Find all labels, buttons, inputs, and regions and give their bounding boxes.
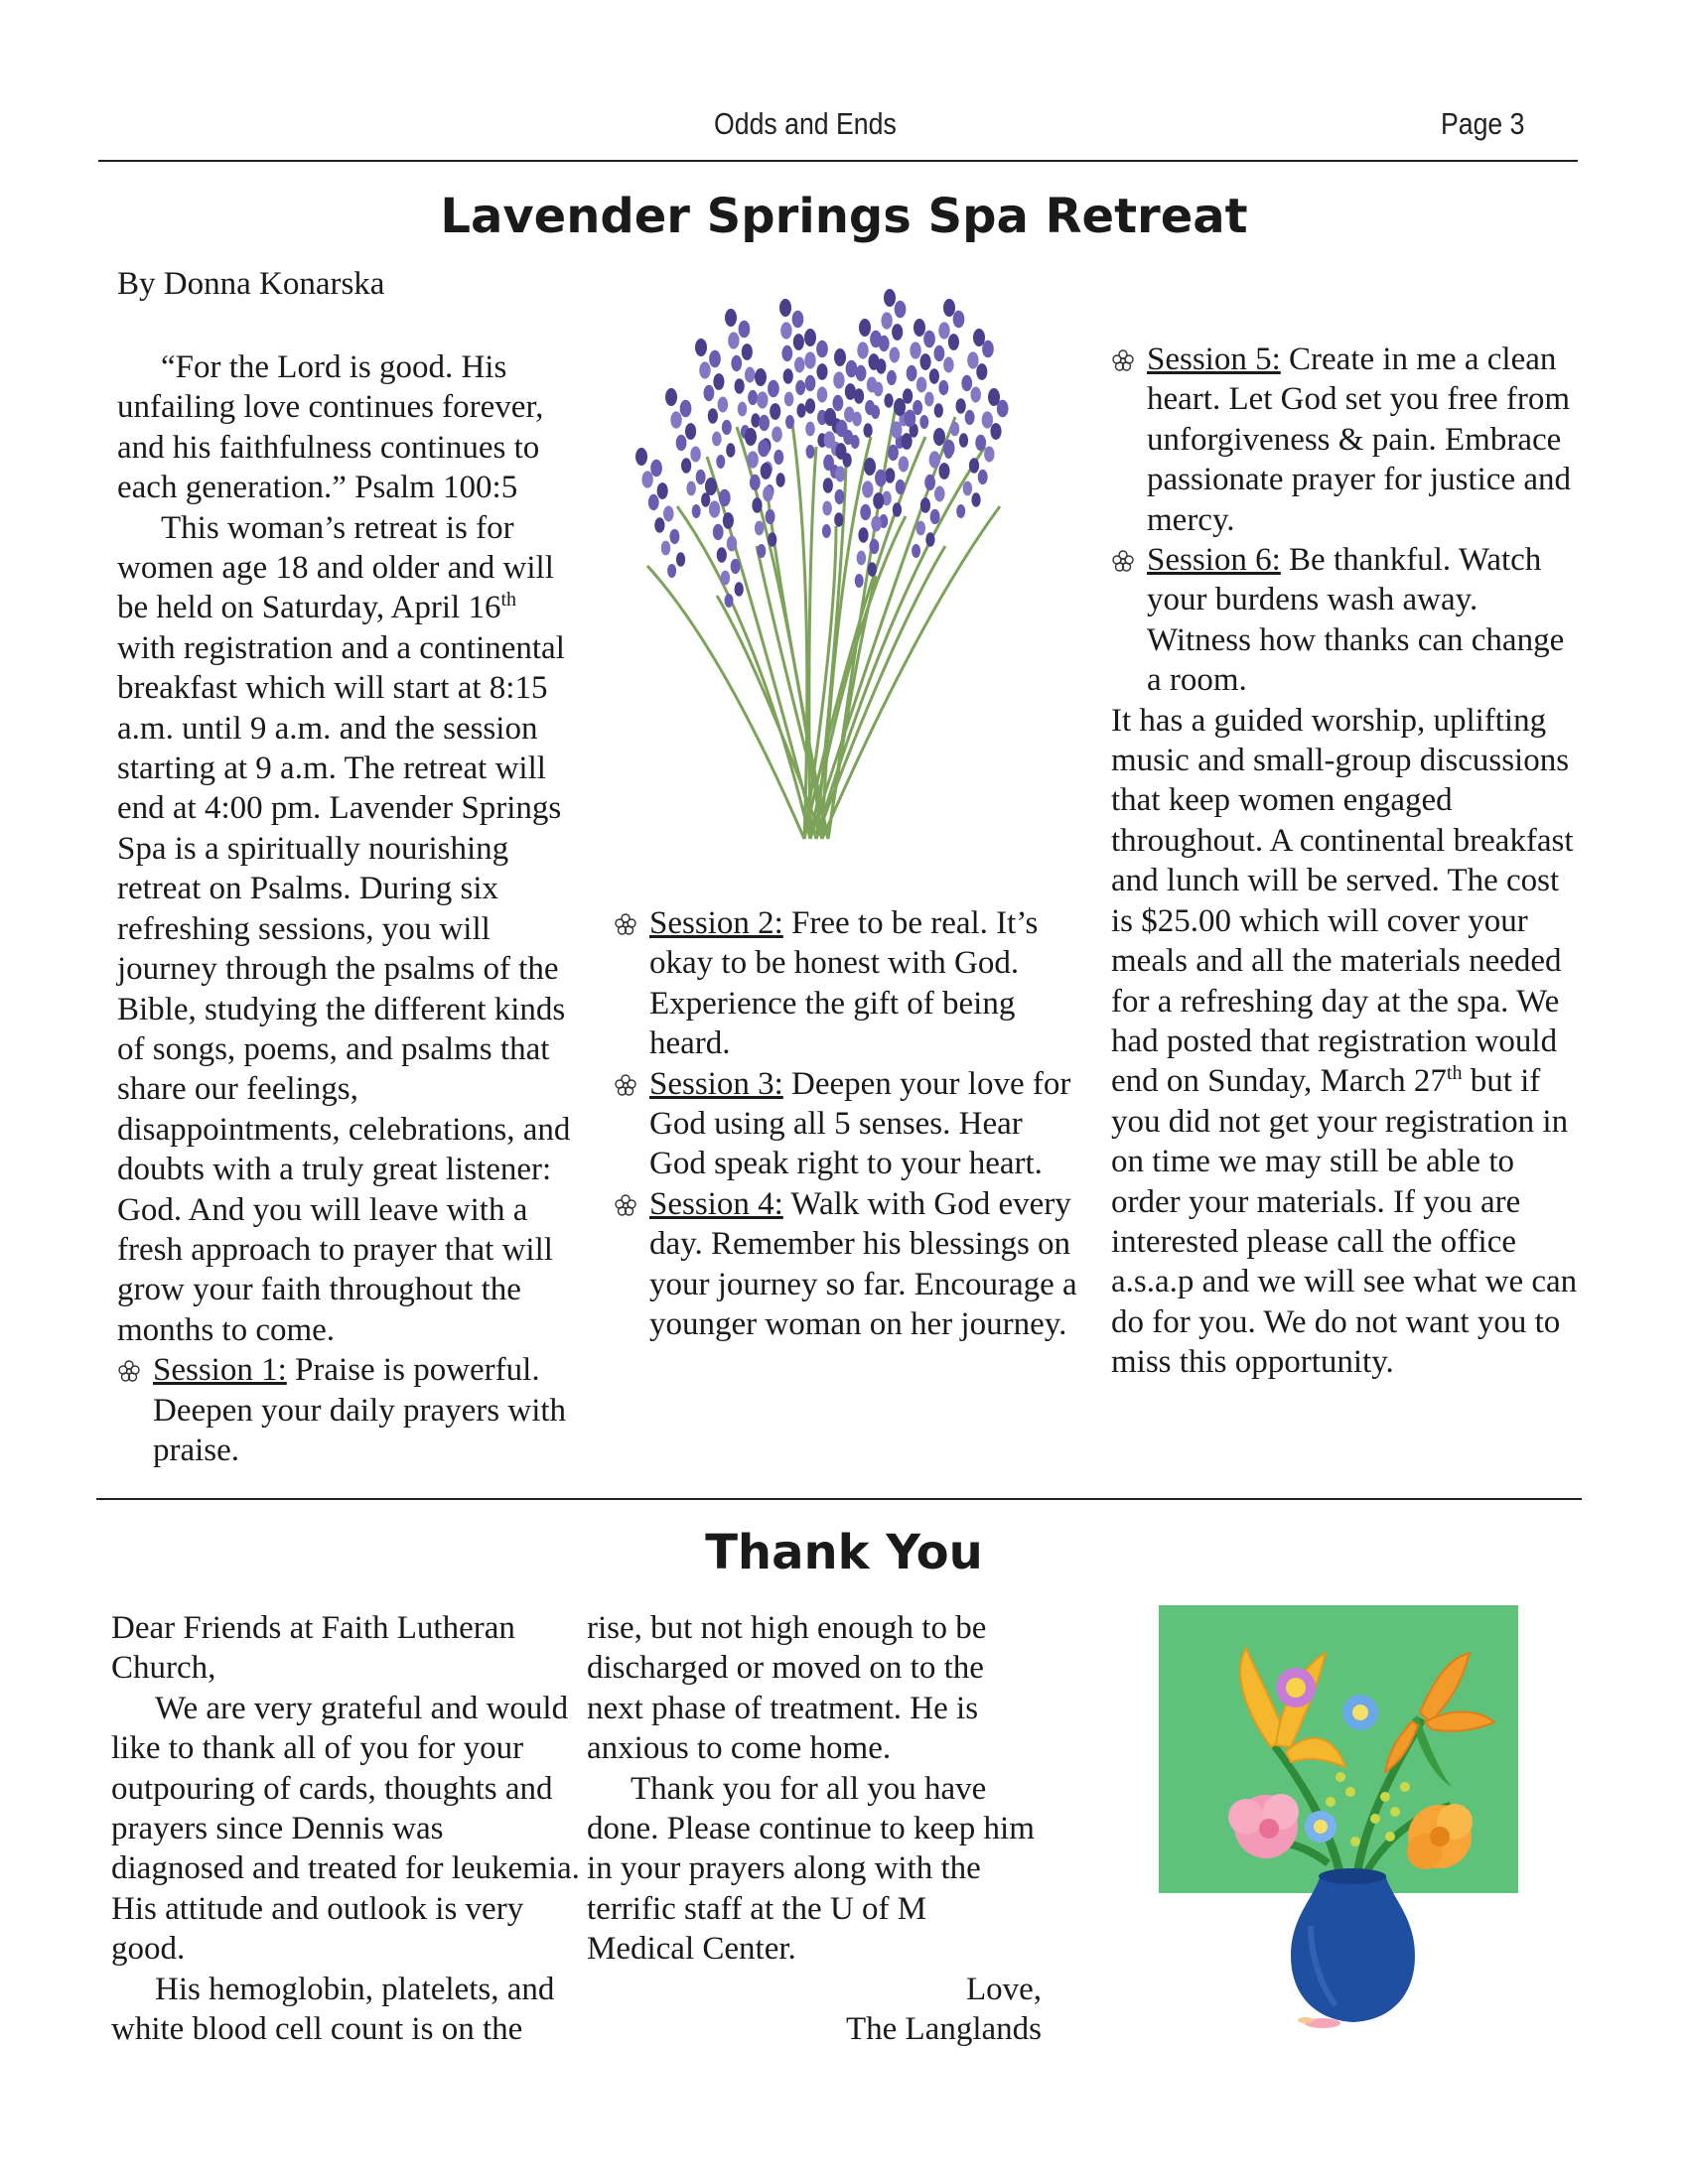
letter-column-1 — [111, 1608, 582, 2049]
session-2-text: Free to be real. It’s okay to be honest with God. Experience the gift of being heard. — [649, 905, 1039, 1062]
session-1-text: Praise is powerful. Deepen your daily prayers with praise. — [153, 1352, 567, 1468]
session-3-text: Deepen your love for God using all 5 senses. Hear God speak right to your heart. — [649, 1065, 1071, 1182]
section-name: Odds and Ends — [714, 106, 897, 141]
byline: By Donna Konarska — [117, 266, 385, 302]
thank-you-title: Thank You — [705, 1525, 983, 1580]
flower-bullet-icon — [1111, 549, 1135, 573]
letter-salutation: Dear Friends at Faith Lutheran Church, — [111, 1610, 515, 1687]
session-5-item — [1111, 340, 1578, 540]
scripture-quote: “For the Lord is good. His unfailing love continues forever, and his faithfulness continues to each generation.” Psalm 100:5 — [117, 349, 544, 506]
article-title: Lavender Springs Spa Retreat — [440, 189, 1248, 244]
flower-bullet-icon — [614, 1193, 637, 1217]
page-number: Page 3 — [1441, 106, 1525, 141]
flower-vase-image — [1152, 1598, 1549, 2035]
letter-paragraph: Thank you for all you have done. Please continue to keep him in your prayers along with the terrific staff at the U of M Medical Center. — [587, 1770, 1035, 1968]
session-1-item — [117, 1350, 580, 1470]
flower-bullet-icon — [117, 1359, 141, 1383]
flower-bullet-icon — [1111, 348, 1135, 372]
intro-paragraph: This woman’s retreat is for women age 18 and older and will be held on Saturday, April 16th with registration and a continental breakfast which will start at 8:15 a.m. until 9 a.m. and the session starting at 9 a.m. The retreat will end at 4:00 pm. Lavender Springs Spa is a spiritually nourishing retreat on Psalms. During six refreshing sessions, you will journey through the psalms of the Bible, studying the different kinds of songs, poems, and psalms that share our feelings, disappointments, celebrations, and doubts with a truly great listener: God. And you will leave with a fresh approach to prayer that will grow your faith throughout the months to come. — [117, 509, 571, 1348]
letter-paragraph: His hemoglobin, platelets, and white blood cell count is on the — [111, 1971, 555, 2048]
flower-bullet-icon — [614, 912, 637, 936]
session-6-text: Be thankful. Watch your burdens wash away. Witness how thanks can change a room. — [1147, 542, 1565, 699]
flower-bullet-icon — [614, 1073, 637, 1097]
session-6-label: Session 6: — [1147, 542, 1281, 579]
session-3-item — [614, 1064, 1080, 1184]
session-4-label: Session 4: — [649, 1185, 783, 1222]
article-column-2 — [614, 903, 1080, 1344]
section-divider — [96, 1498, 1582, 1500]
session-3-label: Session 3: — [649, 1065, 783, 1102]
session-4-text: Walk with God every day. Remember his blessings on your journey so far. Encourage a younger woman on her journey. — [649, 1185, 1077, 1343]
session-4-item — [614, 1184, 1080, 1345]
letter-signature: The Langlands — [845, 2011, 1042, 2048]
session-5-text: Create in me a clean heart. Let God set you free from unforgiveness & pain. Embrace passionate prayer for justice and mercy. — [1147, 341, 1572, 538]
letter-paragraph: We are very grateful and would like to thank all of you for your outpouring of cards, thoughts and prayers since Dennis was diagnosed and treated for leukemia. His attitude and outlook is very good. — [111, 1690, 580, 1968]
article-column-3 — [1111, 340, 1578, 1383]
header-rule — [98, 160, 1578, 162]
retreat-details-paragraph: It has a guided worship, uplifting music and small-group discussions that keep women engaged throughout. A continental breakfast and lunch will be served. The cost is $25.00 which will cover your meals and all the materials needed for a refreshing day at the spa. We had posted that registration would end on Sunday, March 27th but if you did not get your registration in on time we may still be able to order your materials. If you are interested please call the office a.s.a.p and we will see what we can do for you. We do not want you to miss this opportunity. — [1111, 702, 1578, 1381]
letter-closing: Love, — [965, 1971, 1042, 2007]
session-6-item — [1111, 540, 1578, 701]
session-5-label: Session 5: — [1147, 341, 1281, 377]
session-1-label: Session 1: — [153, 1352, 287, 1389]
lavender-bouquet-image — [608, 288, 1025, 844]
letter-paragraph: rise, but not high enough to be discharged or moved on to the next phase of treatment. He is anxious to come home. — [587, 1610, 987, 1767]
session-2-item — [614, 903, 1080, 1064]
session-2-label: Session 2: — [649, 905, 783, 941]
article-column-1 — [117, 347, 580, 1470]
letter-column-2 — [587, 1608, 1042, 2049]
